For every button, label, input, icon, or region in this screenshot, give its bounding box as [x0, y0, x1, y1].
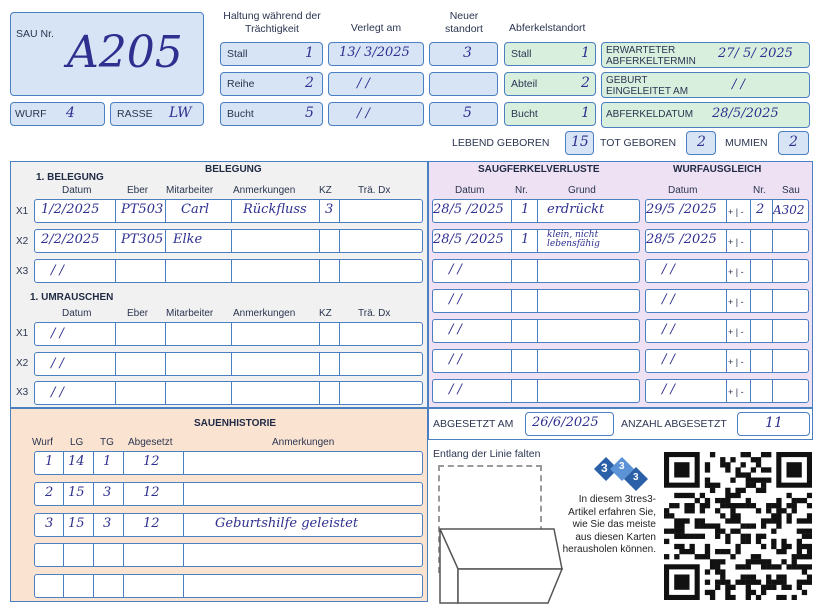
mumien-label: MUMIEN [725, 137, 768, 149]
mumien-box[interactable]: 2 [778, 131, 809, 155]
belegung-title: BELEGUNG [205, 164, 262, 175]
historie-title: SAUENHISTORIE [194, 418, 277, 429]
wurfausgleich-row[interactable]: 29/5 /2025 + | - 2 A302 [645, 199, 809, 223]
wurf-label: WURF [15, 108, 47, 120]
umrauschen-row-1[interactable]: / / [34, 322, 423, 346]
lebend-geboren-box[interactable]: 15 [565, 131, 594, 155]
saugferkel-row[interactable]: 28/5 /2025 1 klein, nicht lebensfähig [432, 229, 640, 253]
sau-nr-label: SAU Nr. [16, 28, 54, 40]
verlegt-header: Verlegt am [350, 22, 402, 34]
fold-label: Entlang der Linie falten [433, 448, 541, 460]
erwarteter-termin[interactable]: ERWARTETER ABFERKELTERMIN 27/ 5/ 2025 [601, 42, 810, 68]
promo-text: In diesem 3tres3-Artikel erfahren Sie, wie Sie das meiste aus diesen Karten herausholen können. [562, 494, 656, 555]
abferkel-header: Abferkelstandort [509, 22, 586, 34]
wurfausgleich-row[interactable]: / / + | - [645, 259, 809, 283]
umrauschen-row-3[interactable]: / / [34, 381, 423, 405]
haltung-header: Haltung während der Trächtigkeit [223, 10, 321, 35]
haltung-bucht[interactable]: Bucht 5 [220, 102, 323, 126]
wurfausgleich-row[interactable]: / / + | - [645, 289, 809, 313]
saugferkel-row[interactable]: / / [432, 319, 640, 343]
umrauschen-sub: 1. UMRAUSCHEN [30, 292, 114, 303]
wurf-box[interactable] [10, 102, 105, 126]
verlegt-date-1[interactable]: 13/ 3/2025 [328, 42, 424, 66]
qr-code-icon[interactable] [664, 452, 812, 600]
abferkel-bucht[interactable]: Bucht 1 [504, 102, 596, 126]
neuer-header: Neuer standort [445, 10, 483, 35]
historie-row[interactable]: 3 15 3 12 Geburtshilfe geleistet [34, 513, 423, 537]
haltung-reihe[interactable]: Reihe 2 [220, 72, 323, 96]
historie-row[interactable] [34, 574, 423, 598]
wurf-value: 4 [66, 105, 75, 121]
historie-row[interactable] [34, 543, 423, 567]
tot-geboren-label: TOT GEBOREN [600, 137, 677, 149]
historie-row[interactable]: 1 14 1 12 [34, 451, 423, 475]
belegung-row-3[interactable]: / / [34, 259, 423, 283]
anzahl-abgesetzt-label: ANZAHL ABGESETZT [621, 418, 727, 430]
wurfausgleich-row[interactable]: 28/5 /2025 + | - [645, 229, 809, 253]
sau-nr-value: A205 [67, 27, 183, 78]
rasse-value: LW [169, 105, 192, 121]
lebend-geboren-label: LEBEND GEBOREN [452, 137, 550, 149]
neuer-standort-3[interactable]: 5 [429, 102, 498, 126]
haltung-stall[interactable]: Stall 1 [220, 42, 323, 66]
saugferkel-row[interactable]: / / [432, 289, 640, 313]
wurfausgleich-row[interactable]: / / + | - [645, 349, 809, 373]
historie-row[interactable]: 2 15 3 12 [34, 482, 423, 506]
umrauschen-row-2[interactable]: / / [34, 352, 423, 376]
verlegt-date-3[interactable]: / / [328, 102, 424, 126]
wurfausgleich-row[interactable]: / / + | - [645, 379, 809, 403]
geburt-eingeleitet[interactable]: GEBURT EINGELEITET AM / / [601, 72, 810, 98]
saugferkel-row[interactable]: / / [432, 349, 640, 373]
belegung-row-1[interactable]: 1/2/2025 PT503 Carl Rückfluss 3 [34, 199, 423, 223]
wurfausgleich-title: WURFAUSGLEICH [673, 164, 762, 175]
saugferkel-row[interactable]: 28/5 /2025 1 erdrückt [432, 199, 640, 223]
saugferkel-row[interactable]: / / [432, 259, 640, 283]
verlegt-date-2[interactable]: / / [328, 72, 424, 96]
abferkeldatum[interactable]: ABFERKELDATUM 28/5/2025 [601, 102, 810, 128]
abferkel-stall[interactable]: Stall 1 [504, 42, 596, 66]
saugferkel-row[interactable]: / / [432, 379, 640, 403]
anzahl-abgesetzt-box[interactable]: 11 [737, 412, 810, 436]
tot-geboren-box[interactable]: 2 [686, 131, 716, 155]
abferkel-abteil[interactable]: Abteil 2 [504, 72, 596, 96]
rasse-label: RASSE [117, 108, 153, 120]
rasse-box[interactable] [110, 102, 204, 126]
belegung-row-2[interactable]: 2/2/2025 PT305 Elke [34, 229, 423, 253]
belegung-sub1: 1. BELEGUNG [36, 172, 104, 183]
abgesetzt-label: ABGESETZT AM [433, 418, 514, 430]
wurfausgleich-row[interactable]: / / + | - [645, 319, 809, 343]
saugferkel-title: SAUGFERKELVERLUSTE [478, 164, 600, 175]
sau-nr-box[interactable] [10, 12, 204, 96]
abgesetzt-am-box[interactable]: 26/6/2025 [525, 412, 614, 436]
fold-sheet-icon [436, 525, 566, 605]
neuer-standort-1[interactable]: 3 [429, 42, 498, 66]
neuer-standort-2[interactable] [429, 72, 498, 96]
